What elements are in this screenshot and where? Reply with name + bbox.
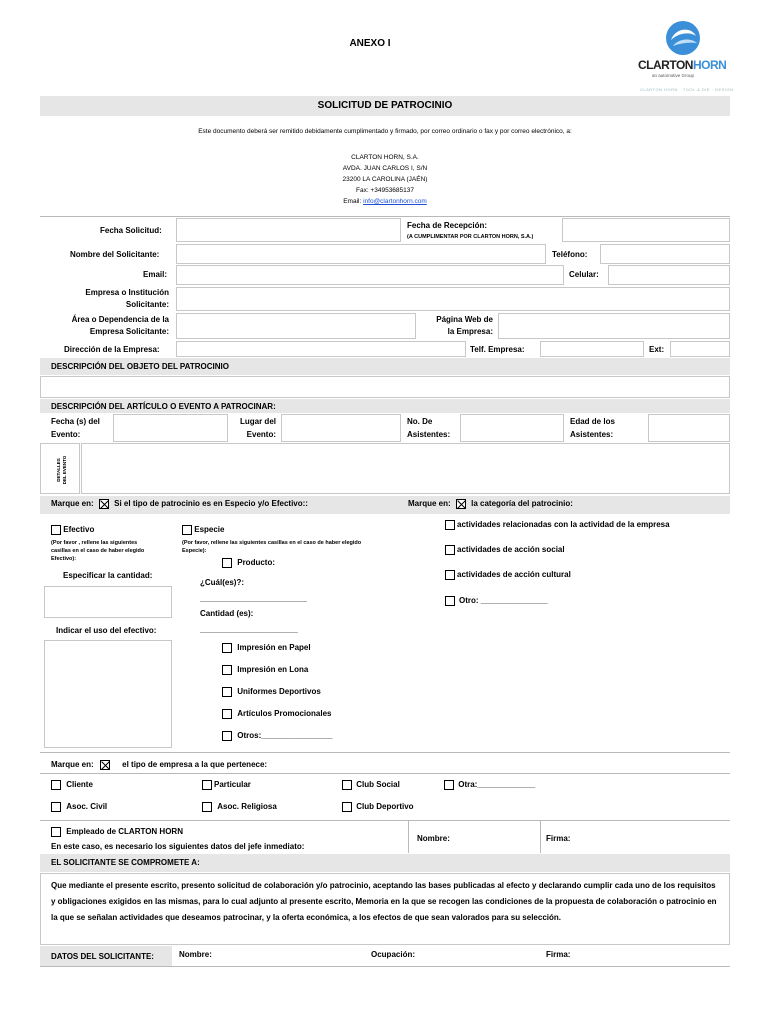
efectivo-label: Efectivo [63, 525, 95, 535]
a-cumplimentar-note: (A CUMPLIMENTAR POR CLARTON HORN, S.A.) [407, 234, 534, 240]
lugar-label-1: Lugar del [239, 417, 276, 426]
email-label: Email: [343, 198, 362, 205]
categoria-option-checkbox[interactable] [445, 545, 455, 555]
fecha-evento-label-2: Evento: [51, 430, 81, 439]
asoc-religiosa-checkbox[interactable] [202, 802, 212, 812]
club-social-option[interactable] [342, 780, 400, 790]
particular-checkbox[interactable] [202, 780, 212, 790]
club-deportivo-label: Club Deportivo [356, 802, 414, 812]
otra-label: Otra:_____________ [458, 780, 536, 790]
datos-firma-label: Firma: [546, 950, 571, 959]
item-option[interactable] [222, 643, 311, 653]
ext-field[interactable] [670, 341, 730, 357]
marque-en-label-1: Marque en: [51, 499, 94, 509]
item-label: Uniformes Deportivos [237, 687, 321, 697]
empleado-nombre-label: Nombre: [417, 834, 450, 843]
address-line-3: 23200 LA CAROLINA (JAÉN) [342, 176, 428, 183]
direccion-field[interactable] [176, 341, 466, 357]
efectivo-note [51, 539, 144, 563]
otra-checkbox[interactable] [444, 780, 454, 790]
empleado-note: En este caso, es necesario los siguientes datos del jefe inmediato: [51, 842, 305, 851]
cliente-label: Cliente [66, 780, 93, 790]
fecha-recepcion-label: Fecha de Recepción: [407, 221, 488, 230]
item-label: Impresión en Papel [237, 643, 311, 653]
efectivo-note-3: Efectivo): [51, 556, 77, 562]
categoria-option-label: actividades de acción social [457, 545, 565, 555]
asoc-civil-option[interactable] [51, 802, 107, 812]
indicar-uso-label: Indicar el uso del efectivo: [56, 626, 157, 635]
lugar-field[interactable] [281, 414, 401, 442]
item-option[interactable] [222, 687, 321, 697]
marque-en-label-3: Marque en: [51, 760, 94, 770]
fecha-evento-field[interactable] [113, 414, 228, 442]
web-label-1: Página Web de [436, 315, 493, 324]
categoria-option-checkbox[interactable] [445, 596, 455, 606]
especie-checkbox[interactable] [182, 525, 192, 535]
indicar-uso-field[interactable] [44, 640, 172, 748]
asistentes-label-1: No. De [407, 417, 433, 426]
fecha-recepcion-field[interactable] [562, 218, 730, 242]
tipo-patrocinio-checkbox[interactable] [99, 499, 109, 509]
email-field-label: Email: [143, 270, 168, 279]
telf-empresa-label: Telf. Empresa: [470, 345, 525, 354]
compromiso-title: EL SOLICITANTE SE COMPROMETE A: [51, 858, 200, 867]
item-checkbox[interactable] [222, 643, 232, 653]
especie-note [182, 539, 361, 555]
cuales-label: ¿Cuál(es)?: [200, 578, 244, 587]
categoria-option-label: actividades de acción cultural [457, 570, 571, 580]
item-label: Otros:________________ [237, 731, 333, 741]
tipo-empresa-checkbox[interactable] [100, 760, 110, 770]
asoc-civil-checkbox[interactable] [51, 802, 61, 812]
club-social-label: Club Social [356, 780, 400, 790]
club-deportivo-option[interactable] [342, 802, 414, 812]
especie-note-1: (Por favor, rellene las siguientes casillas en el caso de haber elegido [182, 540, 362, 546]
detalles-text-1: DETALLES [56, 458, 61, 482]
asoc-religiosa-label: Asoc. Religiosa [217, 802, 277, 812]
item-checkbox[interactable] [222, 687, 232, 697]
web-field[interactable] [498, 313, 730, 339]
empresa-label-1: Empresa o Institución [85, 288, 169, 297]
asistentes-field[interactable] [460, 414, 564, 442]
cantidad-es-line[interactable]: ______________________ [200, 625, 298, 634]
categoria-option-checkbox[interactable] [445, 520, 455, 530]
telefono-field[interactable] [600, 244, 730, 264]
company-logo [628, 14, 738, 96]
fecha-solicitud-field[interactable] [176, 218, 401, 242]
tipo-patrocinio-row [51, 499, 308, 509]
cliente-option[interactable] [51, 780, 93, 790]
annex-title: ANEXO I [349, 38, 391, 49]
fecha-evento-label-1: Fecha (s) del [51, 417, 100, 426]
telf-empresa-field[interactable] [540, 341, 644, 357]
categoria-option[interactable] [445, 570, 571, 580]
categoria-option-checkbox[interactable] [445, 570, 455, 580]
compromiso-text: Que mediante el presente escrito, presento solicitud de colaboración y/o patrocinio, aceptando las bases publicadas al efecto y declarando cumplir cada uno de los requisitos y obligaciones exigidos en las mismas, para lo cual adjunto al presente escrito, Memoria en la que se recogen las condiciones de la propuesta de colaboración o patrocinio en la que se señalan actividades que deseamos patrocinar, y la oferta económica, a los efectos de que sean valorados para su selección. [51, 881, 717, 922]
fecha-solicitud-label: Fecha Solicitud: [100, 226, 162, 235]
datos-nombre-label: Nombre: [179, 950, 212, 959]
direccion-label: Dirección de la Empresa: [64, 345, 160, 354]
desc-articulo-label: DESCRIPCIÓN DEL ARTÍCULO O EVENTO A PATROCINAR: [51, 402, 276, 411]
item-label: Impresión en Lona [237, 665, 309, 675]
item-checkbox[interactable] [222, 665, 232, 675]
club-deportivo-checkbox[interactable] [342, 802, 352, 812]
categoria-option[interactable] [445, 545, 565, 555]
categoria-option-label: Otro: _______________ [459, 596, 548, 606]
nombre-solicitante-field[interactable] [176, 244, 546, 264]
ext-label: Ext: [649, 345, 665, 354]
categoria-option[interactable] [445, 596, 548, 606]
address-line-2: AVDA. JUAN CARLOS I, S/N [342, 165, 428, 172]
desc-objeto-field[interactable] [40, 376, 730, 398]
cantidad-es-label: Cantidad (es): [200, 609, 254, 618]
efectivo-option[interactable] [51, 525, 94, 535]
empleado-checkbox[interactable] [51, 827, 61, 837]
asoc-civil-label: Asoc. Civil [66, 802, 108, 812]
categoria-checkbox[interactable] [456, 499, 466, 509]
item-checkbox[interactable] [222, 731, 232, 741]
intro-text: Este documento deberá ser remitido debidamente cumplimentado y firmado, por correo ordinario o fax y por correo electrónico, a: [198, 128, 572, 135]
categoria-text: la categoría del patrocinio: [471, 499, 573, 509]
area-label-1: Área o Dependencia de la [71, 315, 169, 324]
logo-name-a: CLARTON [638, 58, 693, 72]
otra-option[interactable] [444, 780, 535, 790]
producto-option[interactable] [222, 558, 275, 568]
item-option[interactable] [222, 665, 308, 675]
marque-en-label-2: Marque en: [408, 499, 451, 509]
especificar-label: Especificar la cantidad: [63, 571, 153, 580]
cliente-checkbox[interactable] [51, 780, 61, 790]
logo-name-b: HORN [692, 58, 727, 72]
detalles-side-label [40, 443, 80, 494]
edad-label-1: Edad de los [570, 417, 615, 426]
datos-ocupacion-label: Ocupación: [371, 950, 416, 959]
club-social-checkbox[interactable] [342, 780, 352, 790]
asistentes-label-2: Asistentes: [407, 430, 451, 439]
item-option[interactable] [222, 709, 331, 719]
address-block [285, 152, 485, 207]
empresa-label-2: Solicitante: [125, 300, 169, 309]
nombre-solicitante-label: Nombre del Solicitante: [70, 250, 160, 259]
empleado-firma-label: Firma: [546, 834, 571, 843]
celular-label: Celular: [569, 270, 599, 279]
address-line-1: CLARTON HORN, S.A. [351, 154, 419, 161]
logo-footer: CLARTON HORN · TOOL & DIE · DESIGN [640, 87, 734, 92]
area-label-2: Empresa Solicitante: [89, 327, 169, 336]
particular-label: Particular [214, 780, 251, 790]
categoria-option[interactable] [445, 520, 670, 530]
lugar-label-2: Evento: [246, 430, 276, 439]
detalles-evento-field[interactable] [81, 443, 730, 494]
item-label: Artículos Promocionales [237, 709, 332, 719]
logo-swirl-icon [663, 18, 703, 58]
efectivo-checkbox[interactable] [51, 525, 61, 535]
empleado-label: Empleado de CLARTON HORN [66, 827, 183, 837]
cuales-line[interactable]: ________________________ [200, 594, 307, 603]
categoria-row [408, 499, 573, 509]
tipo-patrocinio-text: Si el tipo de patrocinio es en Especio y/o Efectivo:: [114, 499, 308, 509]
item-checkbox[interactable] [222, 709, 232, 719]
tipo-empresa-text: el tipo de empresa a la que pertenece: [122, 760, 268, 770]
web-label-2: la Empresa: [447, 327, 493, 336]
especie-option[interactable] [182, 525, 224, 535]
producto-label: Producto: [237, 558, 276, 568]
empleado-option[interactable] [51, 827, 183, 837]
efectivo-note-2: casillas en el caso de haber elegido [51, 548, 145, 554]
email-field[interactable] [176, 265, 564, 285]
celular-field[interactable] [608, 265, 730, 285]
detalles-text-2: DEL EVENTO [62, 455, 67, 485]
especie-label: Especie [194, 525, 225, 535]
address-line-4: Fax: +34953685137 [355, 187, 414, 194]
email-link[interactable]: info@clartonhorn.com [363, 198, 427, 205]
empresa-field[interactable] [176, 287, 730, 311]
categoria-option-label: actividades relacionadas con la actividad de la empresa [457, 520, 670, 530]
desc-objeto-label: DESCRIPCIÓN DEL OBJETO DEL PATROCINIO [51, 362, 229, 371]
producto-checkbox[interactable] [222, 558, 232, 568]
datos-label: DATOS DEL SOLICITANTE: [51, 952, 154, 961]
edad-label-2: Asistentes: [570, 430, 614, 439]
asoc-religiosa-option[interactable] [202, 802, 277, 812]
telefono-label: Teléfono: [552, 250, 588, 259]
particular-option[interactable] [202, 780, 251, 790]
form-title: SOLICITUD DE PATROCINIO [40, 96, 730, 116]
item-option[interactable] [222, 731, 332, 741]
edad-field[interactable] [648, 414, 730, 442]
logo-tagline: an automotive Group [652, 73, 695, 78]
tipo-empresa-row [51, 760, 267, 770]
efectivo-note-1: (Por favor , rellene las siguientes [51, 540, 138, 546]
area-field[interactable] [176, 313, 416, 339]
especie-note-2: Especie): [182, 548, 207, 554]
especificar-field[interactable] [44, 586, 172, 618]
address-email-row [285, 196, 485, 207]
